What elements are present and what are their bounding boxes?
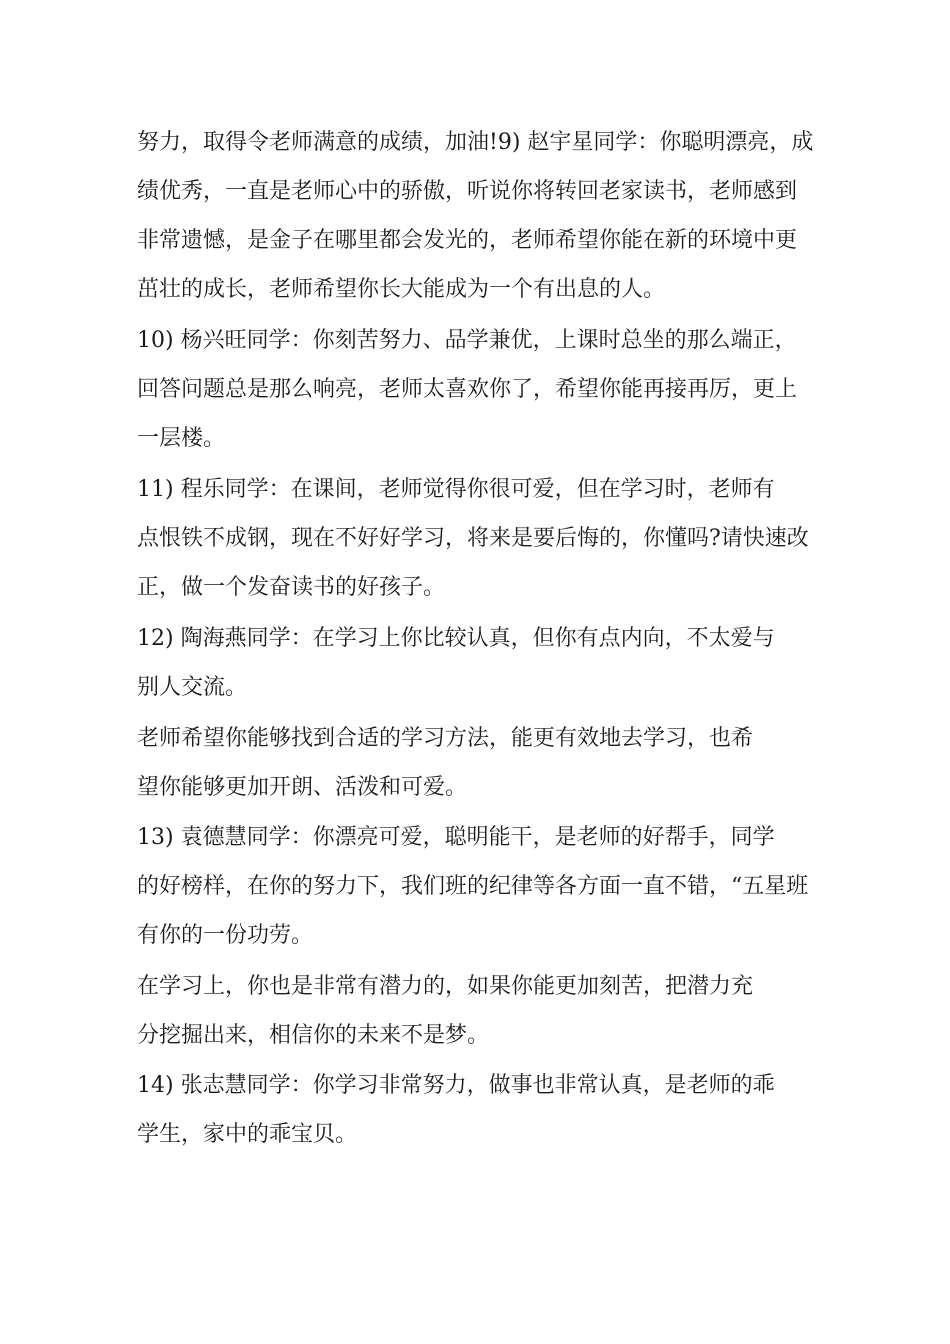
- paragraph-text: 在学习上，你也是非常有潜力的，如果你能更加刻苦，把潜力充 分挖掘出来，相信你的未来不是梦。: [137, 974, 754, 1048]
- paragraph-zhang-zhihui: [137, 1061, 827, 1159]
- paragraph-yuan-dehui-continued: [137, 962, 827, 1060]
- paragraph-text: 努力，取得令老师满意的成绩，加油!9) 赵宇星同学：你聪明漂亮，成 绩优秀，一直是老师心中的骄傲，听说你将转回老家读书，老师感到 非常遗憾，是金子在哪里都会发光的，老师希望你能在新的环境中更 茁壮的成长，老师希望你长大能成为一个有出息的人。: [137, 130, 814, 302]
- paragraph-yuan-dehui: [137, 813, 827, 960]
- paragraph-cheng-le: [137, 465, 827, 612]
- paragraph-zhao-yuxing: [137, 118, 827, 314]
- paragraph-text: 12) 陶海燕同学：在学习上你比较认真，但你有点内向，不太爱与 别人交流。: [137, 626, 775, 700]
- paragraph-text: 13) 袁德慧同学：你漂亮可爱，聪明能干，是老师的好帮手，同学 的好榜样，在你的努力下，我们班的纪律等各方面一直不错，“五星班 有你的一份功劳。: [137, 825, 809, 948]
- paragraph-tao-haiyan: [137, 614, 827, 712]
- paragraph-yang-xingwang: [137, 316, 827, 463]
- paragraph-tao-haiyan-continued: [137, 714, 827, 812]
- paragraph-text: 10) 杨兴旺同学：你刻苦努力、品学兼优，上课时总坐的那么端正， 回答问题总是那么响亮，老师太喜欢你了，希望你能再接再厉，更上 一层楼。: [137, 328, 798, 451]
- paragraph-text: 老师希望你能够找到合适的学习方法，能更有效地去学习，也希 望你能够更加开朗、活泼和可爱。: [137, 726, 754, 800]
- paragraph-text: 14) 张志慧同学：你学习非常努力，做事也非常认真，是老师的乖 学生，家中的乖宝贝。: [137, 1073, 775, 1147]
- paragraph-text: 11) 程乐同学：在课间，老师觉得你很可爱，但在学习时，老师有 点恨铁不成钢，现在不好好学习，将来是要后悔的，你懂吗?请快速改 正，做一个发奋读书的好孩子。: [137, 477, 809, 600]
